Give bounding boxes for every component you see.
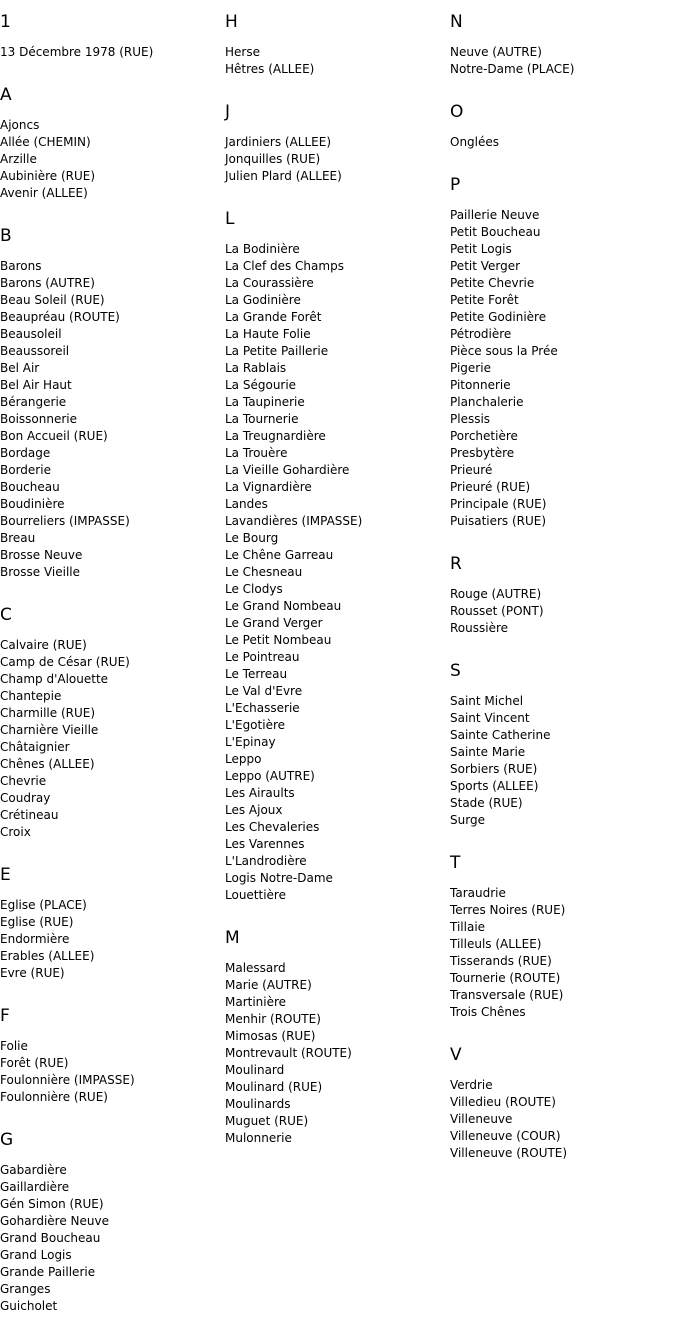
street-name: Presbytère xyxy=(450,446,515,460)
street-name: Martinière xyxy=(225,995,287,1009)
street-name: Les Airaults xyxy=(225,786,295,800)
street-name: Tisserands (RUE) xyxy=(450,954,552,968)
letter-section xyxy=(0,867,220,982)
street-name: Barons xyxy=(0,259,42,273)
street-name: Beaussoreil xyxy=(0,344,70,358)
street-name: Gohardière Neuve xyxy=(0,1214,109,1228)
street-name: Verdrie xyxy=(450,1078,493,1092)
street-name: Marie (AUTRE) xyxy=(225,978,312,992)
street-name: Prieuré xyxy=(450,463,493,477)
street-name: La Bodinière xyxy=(225,242,300,256)
street-name: Châtaignier xyxy=(0,740,70,754)
street-name: Coudray xyxy=(0,791,51,805)
street-name: Notre-Dame (PLACE) xyxy=(450,62,575,76)
street-name: 13 Décembre 1978 (RUE) xyxy=(0,45,154,59)
street-name: Planchalerie xyxy=(450,395,524,409)
street-name: L'Echasserie xyxy=(225,701,300,715)
section-letter-heading: M xyxy=(225,928,240,948)
street-name: La Taupinerie xyxy=(225,395,305,409)
street-list xyxy=(0,44,220,61)
street-name: Boucheau xyxy=(0,480,60,494)
street-name: Petit Logis xyxy=(450,242,512,256)
street-name: Hêtres (ALLEE) xyxy=(225,62,315,76)
street-name: Granges xyxy=(0,1282,51,1296)
street-name: Onglées xyxy=(450,135,500,149)
street-name: Sainte Catherine xyxy=(450,728,551,742)
street-name: Roussière xyxy=(450,621,509,635)
street-name: Eglise (PLACE) xyxy=(0,898,87,912)
street-name: Arzille xyxy=(0,152,37,166)
street-name: Gaillardière xyxy=(0,1180,70,1194)
street-name: Le Chêne Garreau xyxy=(225,548,334,562)
street-name: Muguet (RUE) xyxy=(225,1114,309,1128)
street-name: Puisatiers (RUE) xyxy=(450,514,547,528)
street-name: Sainte Marie xyxy=(450,745,526,759)
letter-section xyxy=(225,930,445,1147)
letter-section xyxy=(450,177,670,530)
street-name: Gabardière xyxy=(0,1163,67,1177)
street-name: Bourreliers (IMPASSE) xyxy=(0,514,130,528)
street-name: Chevrie xyxy=(0,774,47,788)
street-list xyxy=(225,960,445,1147)
street-name: Villeneuve (ROUTE) xyxy=(450,1146,568,1160)
street-name: Eglise (RUE) xyxy=(0,915,74,929)
street-name: Ajoncs xyxy=(0,118,40,132)
street-name: Le Petit Nombeau xyxy=(225,633,332,647)
street-name: Pigerie xyxy=(450,361,491,375)
letter-section xyxy=(0,1008,220,1106)
street-name: Porchetière xyxy=(450,429,518,443)
street-name: Endormière xyxy=(0,932,70,946)
street-name: Bel Air xyxy=(0,361,40,375)
street-name: Pétrodière xyxy=(450,327,512,341)
street-name: Boissonnerie xyxy=(0,412,77,426)
street-name: Forêt (RUE) xyxy=(0,1056,69,1070)
street-name: Herse xyxy=(225,45,260,59)
street-name: Le Clodys xyxy=(225,582,283,596)
index-column-1 xyxy=(0,14,220,1341)
street-name: Louettière xyxy=(225,888,286,902)
street-name: Julien Plard (ALLEE) xyxy=(225,169,342,183)
street-name: Menhir (ROUTE) xyxy=(225,1012,321,1026)
street-name: Principale (RUE) xyxy=(450,497,547,511)
street-name: Villeneuve xyxy=(450,1112,513,1126)
street-name: Champ d'Alouette xyxy=(0,672,109,686)
street-name: Bordage xyxy=(0,446,51,460)
letter-section xyxy=(225,104,445,185)
street-name: Mulonnerie xyxy=(225,1131,292,1145)
street-name: Croix xyxy=(0,825,31,839)
street-name: Moulinard xyxy=(225,1063,285,1077)
street-name: La Petite Paillerie xyxy=(225,344,329,358)
street-list xyxy=(450,134,670,151)
street-name: Petit Verger xyxy=(450,259,521,273)
section-letter-heading: F xyxy=(0,1006,10,1026)
street-name: Saint Michel xyxy=(450,694,524,708)
street-name: Beau Soleil (RUE) xyxy=(0,293,105,307)
street-name: Bérangerie xyxy=(0,395,67,409)
street-name: Petite Chevrie xyxy=(450,276,535,290)
street-name: La Vignardière xyxy=(225,480,312,494)
street-list xyxy=(0,897,220,982)
section-letter-heading: H xyxy=(225,12,238,32)
street-name: Les Ajoux xyxy=(225,803,283,817)
section-letter-heading: S xyxy=(450,661,461,681)
letter-section xyxy=(0,1132,220,1315)
section-letter-heading: L xyxy=(225,209,235,229)
street-name: Malessard xyxy=(225,961,286,975)
street-name: Evre (RUE) xyxy=(0,966,65,980)
section-letter-heading: P xyxy=(450,175,461,195)
section-letter-heading: N xyxy=(450,12,463,32)
street-list xyxy=(225,44,445,78)
street-name: Stade (RUE) xyxy=(450,796,523,810)
street-name: La Clef des Champs xyxy=(225,259,344,273)
street-list xyxy=(450,44,670,78)
street-list xyxy=(450,586,670,637)
street-list xyxy=(0,117,220,202)
street-name: Crétineau xyxy=(0,808,59,822)
letter-section xyxy=(0,607,220,841)
street-name: La Treugnardière xyxy=(225,429,326,443)
street-name: La Grande Forêt xyxy=(225,310,322,324)
street-list xyxy=(450,1077,670,1162)
street-name: Allée (CHEMIN) xyxy=(0,135,91,149)
street-name: Pitonnerie xyxy=(450,378,511,392)
street-name: La Rablais xyxy=(225,361,287,375)
street-name: Calvaire (RUE) xyxy=(0,638,87,652)
section-letter-heading: O xyxy=(450,102,464,122)
street-name: Taraudrie xyxy=(450,886,506,900)
section-letter-heading: A xyxy=(0,85,12,105)
street-name: Tilleuls (ALLEE) xyxy=(450,937,542,951)
street-name: Transversale (RUE) xyxy=(450,988,564,1002)
street-name: Moulinard (RUE) xyxy=(225,1080,323,1094)
street-list xyxy=(0,637,220,841)
street-list xyxy=(225,134,445,185)
street-name: Villedieu (ROUTE) xyxy=(450,1095,556,1109)
street-name: Petite Forêt xyxy=(450,293,519,307)
street-name: Le Val d'Evre xyxy=(225,684,303,698)
index-column-3 xyxy=(450,14,670,1188)
street-name: La Haute Folie xyxy=(225,327,311,341)
street-name: Mimosas (RUE) xyxy=(225,1029,316,1043)
street-name: Boudinière xyxy=(0,497,65,511)
street-name: Sorbiers (RUE) xyxy=(450,762,538,776)
street-name: Grand Logis xyxy=(0,1248,72,1262)
street-name: Moulinards xyxy=(225,1097,291,1111)
street-list xyxy=(0,1038,220,1106)
section-letter-heading: T xyxy=(450,853,461,873)
street-name: Logis Notre-Dame xyxy=(225,871,333,885)
street-name: Camp de César (RUE) xyxy=(0,655,130,669)
street-name: Folie xyxy=(0,1039,28,1053)
street-list xyxy=(450,207,670,530)
street-name: Le Pointreau xyxy=(225,650,300,664)
street-name: Gén Simon (RUE) xyxy=(0,1197,104,1211)
street-list xyxy=(450,885,670,1021)
street-name: Landes xyxy=(225,497,268,511)
street-name: Leppo xyxy=(225,752,262,766)
street-name: Aubinière (RUE) xyxy=(0,169,96,183)
street-name: L'Landrodière xyxy=(225,854,307,868)
letter-section xyxy=(225,14,445,78)
street-list xyxy=(225,241,445,904)
street-name: Rousset (PONT) xyxy=(450,604,544,618)
letter-section xyxy=(225,211,445,904)
street-name: Bon Accueil (RUE) xyxy=(0,429,108,443)
section-letter-heading: 1 xyxy=(0,12,11,32)
street-name: Charmille (RUE) xyxy=(0,706,96,720)
street-name: Beaupréau (ROUTE) xyxy=(0,310,120,324)
street-name: Borderie xyxy=(0,463,51,477)
street-name: Surge xyxy=(450,813,485,827)
street-name: Brosse Neuve xyxy=(0,548,83,562)
street-name: Villeneuve (COUR) xyxy=(450,1129,561,1143)
street-name: Les Varennes xyxy=(225,837,305,851)
street-name: Le Terreau xyxy=(225,667,288,681)
street-list xyxy=(0,258,220,581)
street-name: La Trouère xyxy=(225,446,288,460)
street-name: La Courassière xyxy=(225,276,314,290)
street-name: Jonquilles (RUE) xyxy=(225,152,321,166)
street-name: Trois Chênes xyxy=(450,1005,526,1019)
street-name: Brosse Vieille xyxy=(0,565,80,579)
street-name: Le Grand Verger xyxy=(225,616,323,630)
section-letter-heading: V xyxy=(450,1045,462,1065)
section-letter-heading: G xyxy=(0,1130,14,1150)
street-name: Rouge (AUTRE) xyxy=(450,587,542,601)
street-name: Tillaie xyxy=(450,920,486,934)
street-name: Chantepie xyxy=(0,689,62,703)
street-name: Foulonnière (RUE) xyxy=(0,1090,108,1104)
street-name: Les Chevaleries xyxy=(225,820,320,834)
street-name: Lavandières (IMPASSE) xyxy=(225,514,363,528)
letter-section xyxy=(0,87,220,202)
street-name: Sports (ALLEE) xyxy=(450,779,539,793)
street-name: Pièce sous la Prée xyxy=(450,344,558,358)
section-letter-heading: B xyxy=(0,226,12,246)
street-name: Beausoleil xyxy=(0,327,62,341)
street-list xyxy=(450,693,670,829)
street-name: Charnière Vieille xyxy=(0,723,99,737)
street-name: Neuve (AUTRE) xyxy=(450,45,542,59)
section-letter-heading: R xyxy=(450,554,462,574)
street-name: Foulonnière (IMPASSE) xyxy=(0,1073,135,1087)
street-name: Jardiniers (ALLEE) xyxy=(225,135,331,149)
letter-section xyxy=(450,14,670,78)
street-name: Saint Vincent xyxy=(450,711,530,725)
street-name: Montrevault (ROUTE) xyxy=(225,1046,352,1060)
street-name: Petite Godinière xyxy=(450,310,547,324)
street-name: Le Bourg xyxy=(225,531,279,545)
street-name: Bel Air Haut xyxy=(0,378,72,392)
letter-section xyxy=(450,556,670,637)
street-name: Le Chesneau xyxy=(225,565,303,579)
street-name: La Ségourie xyxy=(225,378,297,392)
street-name: La Vieille Gohardière xyxy=(225,463,350,477)
street-name: Paillerie Neuve xyxy=(450,208,540,222)
street-name: Terres Noires (RUE) xyxy=(450,903,566,917)
street-name: Plessis xyxy=(450,412,491,426)
street-name: Grand Boucheau xyxy=(0,1231,101,1245)
section-letter-heading: C xyxy=(0,605,12,625)
section-letter-heading: J xyxy=(225,102,231,122)
letter-section xyxy=(0,228,220,581)
street-name: L'Egotière xyxy=(225,718,285,732)
letter-section xyxy=(450,663,670,829)
letter-section xyxy=(450,1047,670,1162)
section-letter-heading: E xyxy=(0,865,11,885)
street-name: Breau xyxy=(0,531,36,545)
street-list xyxy=(0,1162,220,1315)
street-name: Barons (AUTRE) xyxy=(0,276,95,290)
street-name: Petit Boucheau xyxy=(450,225,541,239)
letter-section xyxy=(450,104,670,151)
street-name: Le Grand Nombeau xyxy=(225,599,342,613)
street-name: Prieuré (RUE) xyxy=(450,480,531,494)
letter-section xyxy=(450,855,670,1021)
street-name: Chênes (ALLEE) xyxy=(0,757,95,771)
street-name: Tournerie (ROUTE) xyxy=(450,971,561,985)
street-name: Guicholet xyxy=(0,1299,58,1313)
street-name: Avenir (ALLEE) xyxy=(0,186,88,200)
index-column-2 xyxy=(225,14,445,1173)
street-name: La Godinière xyxy=(225,293,301,307)
letter-section xyxy=(0,14,220,61)
street-name: La Tournerie xyxy=(225,412,299,426)
street-name: L'Epinay xyxy=(225,735,276,749)
street-name: Grande Paillerie xyxy=(0,1265,96,1279)
street-name: Leppo (AUTRE) xyxy=(225,769,315,783)
street-name: Erables (ALLEE) xyxy=(0,949,95,963)
